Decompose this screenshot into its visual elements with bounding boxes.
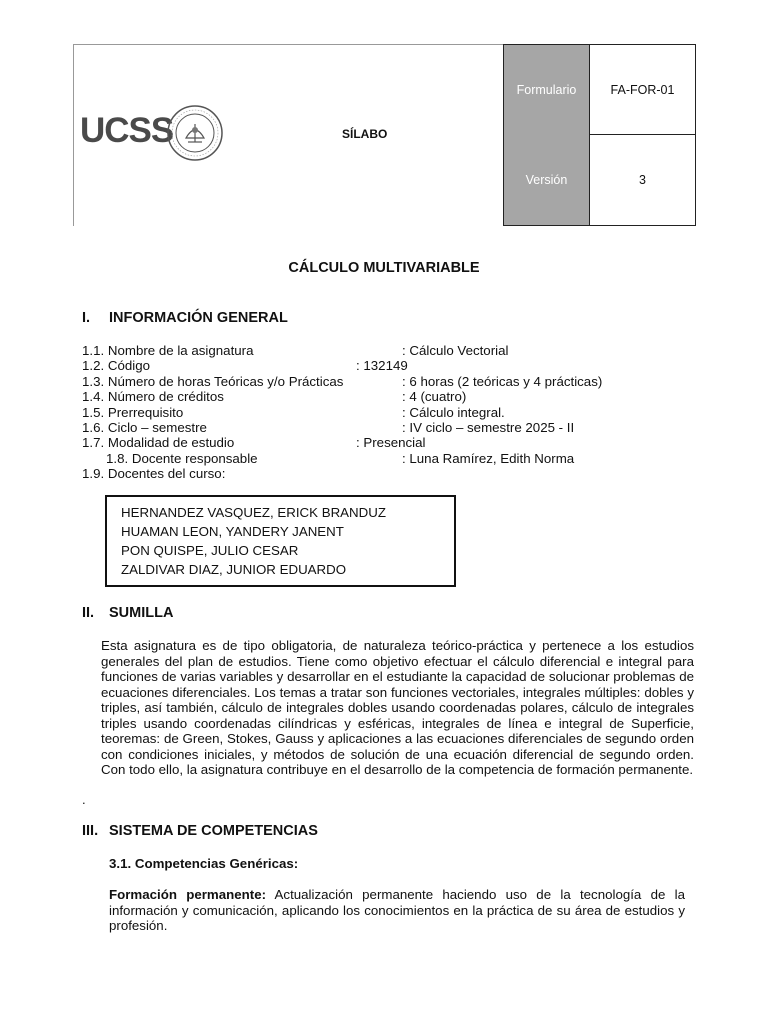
document-type-label: SÍLABO bbox=[342, 127, 388, 141]
info-row-value: : Cálculo Vectorial bbox=[402, 343, 509, 358]
info-row-label: 1.3. Número de horas Teóricas y/o Prácticas bbox=[82, 374, 344, 389]
form-label-cell: Formulario bbox=[504, 45, 589, 135]
competence-label: Formación permanente: bbox=[109, 887, 267, 902]
section-number: I. bbox=[82, 310, 91, 326]
info-row-value: : 6 horas (2 teóricas y 4 prácticas) bbox=[402, 374, 603, 389]
info-row-label: 1.1. Nombre de la asignatura bbox=[82, 343, 254, 358]
info-row-value: : Presencial bbox=[356, 435, 426, 450]
university-seal-icon bbox=[166, 104, 224, 162]
info-row-value: : Luna Ramírez, Edith Norma bbox=[402, 451, 575, 466]
info-row-label: 1.6. Ciclo – semestre bbox=[82, 420, 207, 435]
section-heading-competencias bbox=[82, 823, 318, 839]
form-info-table bbox=[503, 44, 696, 226]
teacher-name: HUAMAN LEON, YANDERY JANENT bbox=[121, 524, 344, 539]
header-top-border bbox=[74, 44, 504, 45]
info-row-label: 1.9. Docentes del curso: bbox=[82, 466, 226, 481]
subsection-heading: 3.1. Competencias Genéricas: bbox=[109, 856, 299, 871]
teacher-name: ZALDIVAR DIAZ, JUNIOR EDUARDO bbox=[121, 562, 347, 577]
course-title: CÁLCULO MULTIVARIABLE bbox=[288, 260, 480, 276]
section-heading-info bbox=[82, 310, 288, 326]
section-title: INFORMACIÓN GENERAL bbox=[109, 310, 288, 326]
info-row-value: : Cálculo integral. bbox=[402, 405, 505, 420]
section-title: SISTEMA DE COMPETENCIAS bbox=[109, 823, 318, 839]
trailing-mark: . bbox=[82, 792, 86, 807]
info-row-label: 1.7. Modalidad de estudio bbox=[82, 435, 235, 450]
info-row-value: : 132149 bbox=[356, 358, 408, 373]
info-row-label: 1.8. Docente responsable bbox=[106, 451, 258, 466]
info-row-label: 1.4. Número de créditos bbox=[82, 389, 224, 404]
sumilla-paragraph: Esta asignatura es de tipo obligatoria, de naturaleza teórico-práctica y pertenece a los estudios generales del plan de estudios. Tiene como objetivo efectuar el cálculo diferencial e integral para funciones de varias variables y desarrollar en el estudiante la capacidad de solucionar problemas de ecuaciones diferenciales. Los temas a tratar son funciones vectoriales, integrales múltiples: dobles y triples, así también, cálculo de integrales dobles usando coordenadas polares, cálculo de integrales triples usando coordenadas cilíndricas y esféricas, integrales de línea e integral de Superficie, teoremas: de Green, Stokes, Gauss y aplicaciones a las ecuaciones diferenciales de segundo orden con condiciones iniciales, y métodos de solución de una ecuación diferencial de segundo orden. Con todo ello, la asignatura contribuye en el desarrollo de la competencia de formación permanente. bbox=[101, 638, 694, 777]
header-left-border bbox=[73, 44, 74, 226]
teacher-name: PON QUISPE, JULIO CESAR bbox=[121, 543, 299, 558]
form-value-cell: FA-FOR-01 bbox=[610, 83, 675, 97]
section-title: SUMILLA bbox=[109, 605, 174, 621]
section-number: III. bbox=[82, 823, 99, 839]
ucss-logo: UCSS bbox=[80, 111, 174, 150]
teacher-name: HERNANDEZ VASQUEZ, ERICK BRANDUZ bbox=[121, 505, 386, 520]
section-heading-sumilla bbox=[82, 605, 173, 621]
competence-text: Actualización permanente haciendo uso de la tecnología de la información y comunicación, aplicando los conocimientos en la práctica de su área de estudios y profesión. bbox=[109, 887, 685, 933]
info-row-label: 1.5. Prerrequisito bbox=[82, 405, 184, 420]
info-row-value: : 4 (cuatro) bbox=[402, 389, 467, 404]
version-label-cell: Versión bbox=[504, 135, 589, 225]
info-row-label: 1.2. Código bbox=[82, 358, 151, 373]
competence-paragraph bbox=[109, 887, 685, 934]
teachers-list-box bbox=[105, 495, 456, 587]
section-number: II. bbox=[82, 605, 95, 621]
info-row-value: : IV ciclo – semestre 2025 - II bbox=[402, 420, 575, 435]
version-value-cell: 3 bbox=[639, 173, 646, 187]
